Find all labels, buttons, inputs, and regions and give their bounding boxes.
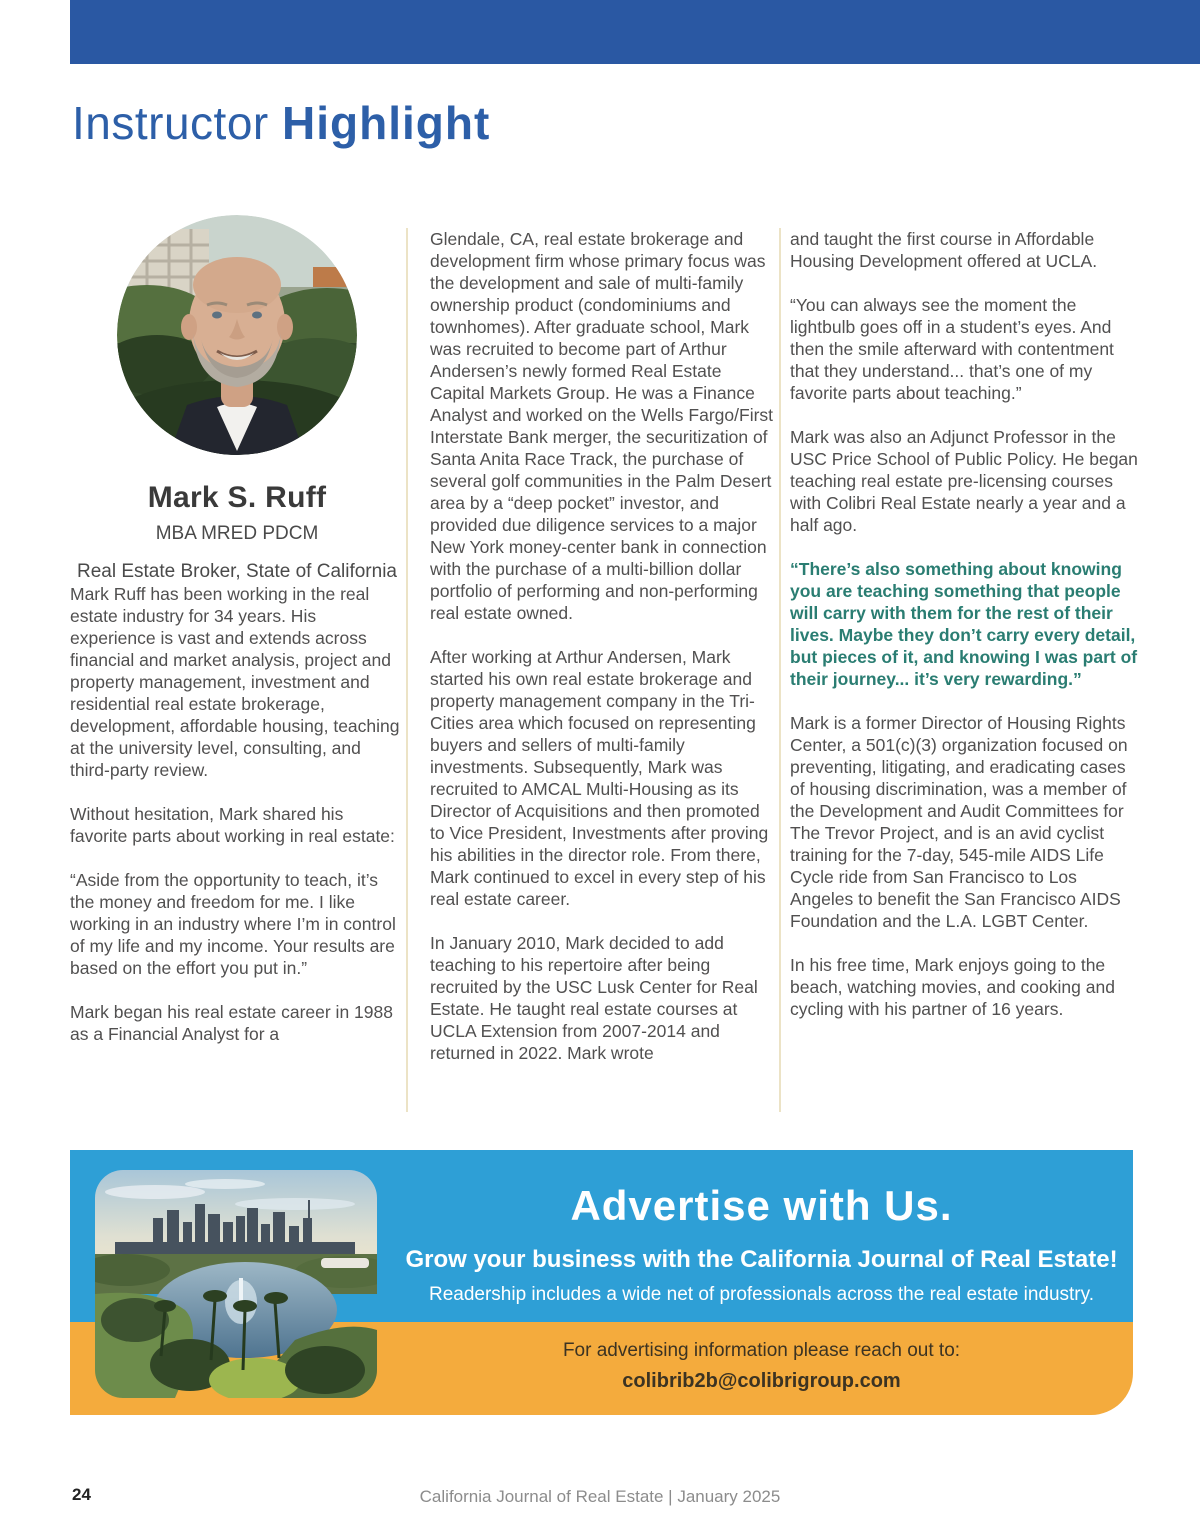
ad-headline: Advertise with Us. bbox=[570, 1182, 953, 1229]
column-divider-right bbox=[779, 228, 781, 1112]
headshot-illustration bbox=[117, 215, 357, 455]
right-column bbox=[790, 228, 1140, 1042]
bio-paragraph: Mark was also an Adjunct Professor in the USC Price School of Public Policy. He began teaching real estate pre-licensing courses with Colibri Real Estate nearly a year and a half ago. bbox=[790, 427, 1138, 535]
ad-body-text: Readership includes a wide net of professionals across the real estate industry. bbox=[428, 1284, 1094, 1305]
bio-paragraph: Glendale, CA, real estate brokerage and development firm whose primary focus was the development and sale of multi-family ownership product (condominiums and townhomes). After graduate school, Mark was recruited to become part of Arthur Andersen’s newly formed Real Estate Capital Markets Group. He was a Finance Analyst and worked on the Wells Fargo/First Interstate Bank merger, the securitization of Santa Anita Race Track, the purchase of several golf communities in the Palm Desert area by a “deep pocket” investor, and provided due diligence services to a major New York money-center bank in connection with the purchase of a multi-billion dollar portfolio of performing and non-performing real estate owned. bbox=[430, 229, 774, 623]
bio-quote: “You can always see the moment the lightbulb goes off in a student’s eyes. And then the smile afterward with contentment that they understand... that’s one of my favorite parts about teaching.” bbox=[790, 295, 1114, 403]
bio-paragraph: In January 2010, Mark decided to add teaching to his repertoire after being recruited by the USC Lusk Center for Real Estate. He taught real estate courses at UCLA Extension from 2007-2014 and returned in 2022. Mark wrote bbox=[430, 933, 758, 1063]
bio-paragraph: After working at Arthur Andersen, Mark started his own real estate brokerage and property management company in the Tri-Cities area which focused on representing buyers and sellers of multi-family investments. Subsequently, Mark was recruited to AMCAL Multi-Housing as its Director of Acquisitions and then promoted to Vice President, Investments after proving his abilities in the director role. From there, Mark continued to excel in every step of his real estate career. bbox=[430, 647, 769, 909]
bio-paragraph: Without hesitation, Mark shared his favorite parts about working in real estate: bbox=[70, 804, 395, 846]
city-photo bbox=[95, 1170, 377, 1398]
page-title-regular: Instructor bbox=[72, 97, 269, 149]
ad-subheadline: Grow your business with the California Journal of Real Estate! bbox=[405, 1246, 1118, 1273]
footer-journal-line: California Journal of Real Estate | January 2025 bbox=[419, 1487, 781, 1506]
advertise-banner bbox=[70, 1150, 1133, 1415]
la-skyline-illustration bbox=[95, 1170, 377, 1398]
ad-contact-block bbox=[390, 1340, 1133, 1393]
page-title-bold: Highlight bbox=[282, 97, 491, 149]
ad-contact-label: For advertising information please reach out to: bbox=[562, 1340, 961, 1361]
instructor-credentials: MBA MRED PDCM bbox=[155, 523, 319, 544]
ad-contact-email[interactable]: colibrib2b@colibrigroup.com bbox=[622, 1370, 901, 1392]
top-banner-bar bbox=[70, 0, 1200, 64]
bio-paragraph: and taught the first course in Affordable Housing Development offered at UCLA. bbox=[790, 229, 1098, 271]
page-title bbox=[72, 96, 490, 150]
bio-paragraph: Mark began his real estate career in 1988 as a Financial Analyst for a bbox=[70, 1002, 393, 1044]
page-number: 24 bbox=[72, 1485, 91, 1504]
highlight-quote: “There’s also something about knowing you are teaching something that people will carry with them for the rest of their lives. Maybe they don’t carry every detail, but pieces of it, and knowing I was part of their journey... it’s very rewarding.” bbox=[790, 559, 1138, 689]
left-column bbox=[70, 215, 404, 1067]
profile-photo bbox=[117, 215, 357, 455]
bio-quote: “Aside from the opportunity to teach, it’s the money and freedom for me. I like working in an industry where I’m in control of my life and my income. Your results are based on the effort you put in.” bbox=[70, 870, 396, 978]
bio-paragraph: Mark Ruff has been working in the real estate industry for 34 years. His experience is vast and extends across financial and market analysis, project and property management, investment and residential real estate brokerage, development, affordable housing, teaching at the university level, consulting, and third-party review. bbox=[70, 584, 400, 780]
instructor-role: Real Estate Broker, State of California bbox=[77, 561, 397, 582]
bio-paragraph: Mark is a former Director of Housing Rights Center, a 501(c)(3) organization focused on preventing, litigating, and eradicating cases of housing discrimination, was a member of the Development and Audit Committees for The Trevor Project, and is an avid cyclist training for the 7-day, 545-mile AIDS Life Cycle ride from San Francisco to Los Angeles to benefit the San Francisco AIDS Foundation and the L.A. LGBT Center. bbox=[790, 713, 1128, 931]
middle-column bbox=[430, 228, 774, 1086]
ad-text-block bbox=[390, 1150, 1133, 1306]
instructor-name: Mark S. Ruff bbox=[147, 481, 327, 514]
column-divider-left bbox=[406, 228, 408, 1112]
bio-paragraph: In his free time, Mark enjoys going to the beach, watching movies, and cooking and cycling with his partner of 16 years. bbox=[790, 955, 1115, 1019]
